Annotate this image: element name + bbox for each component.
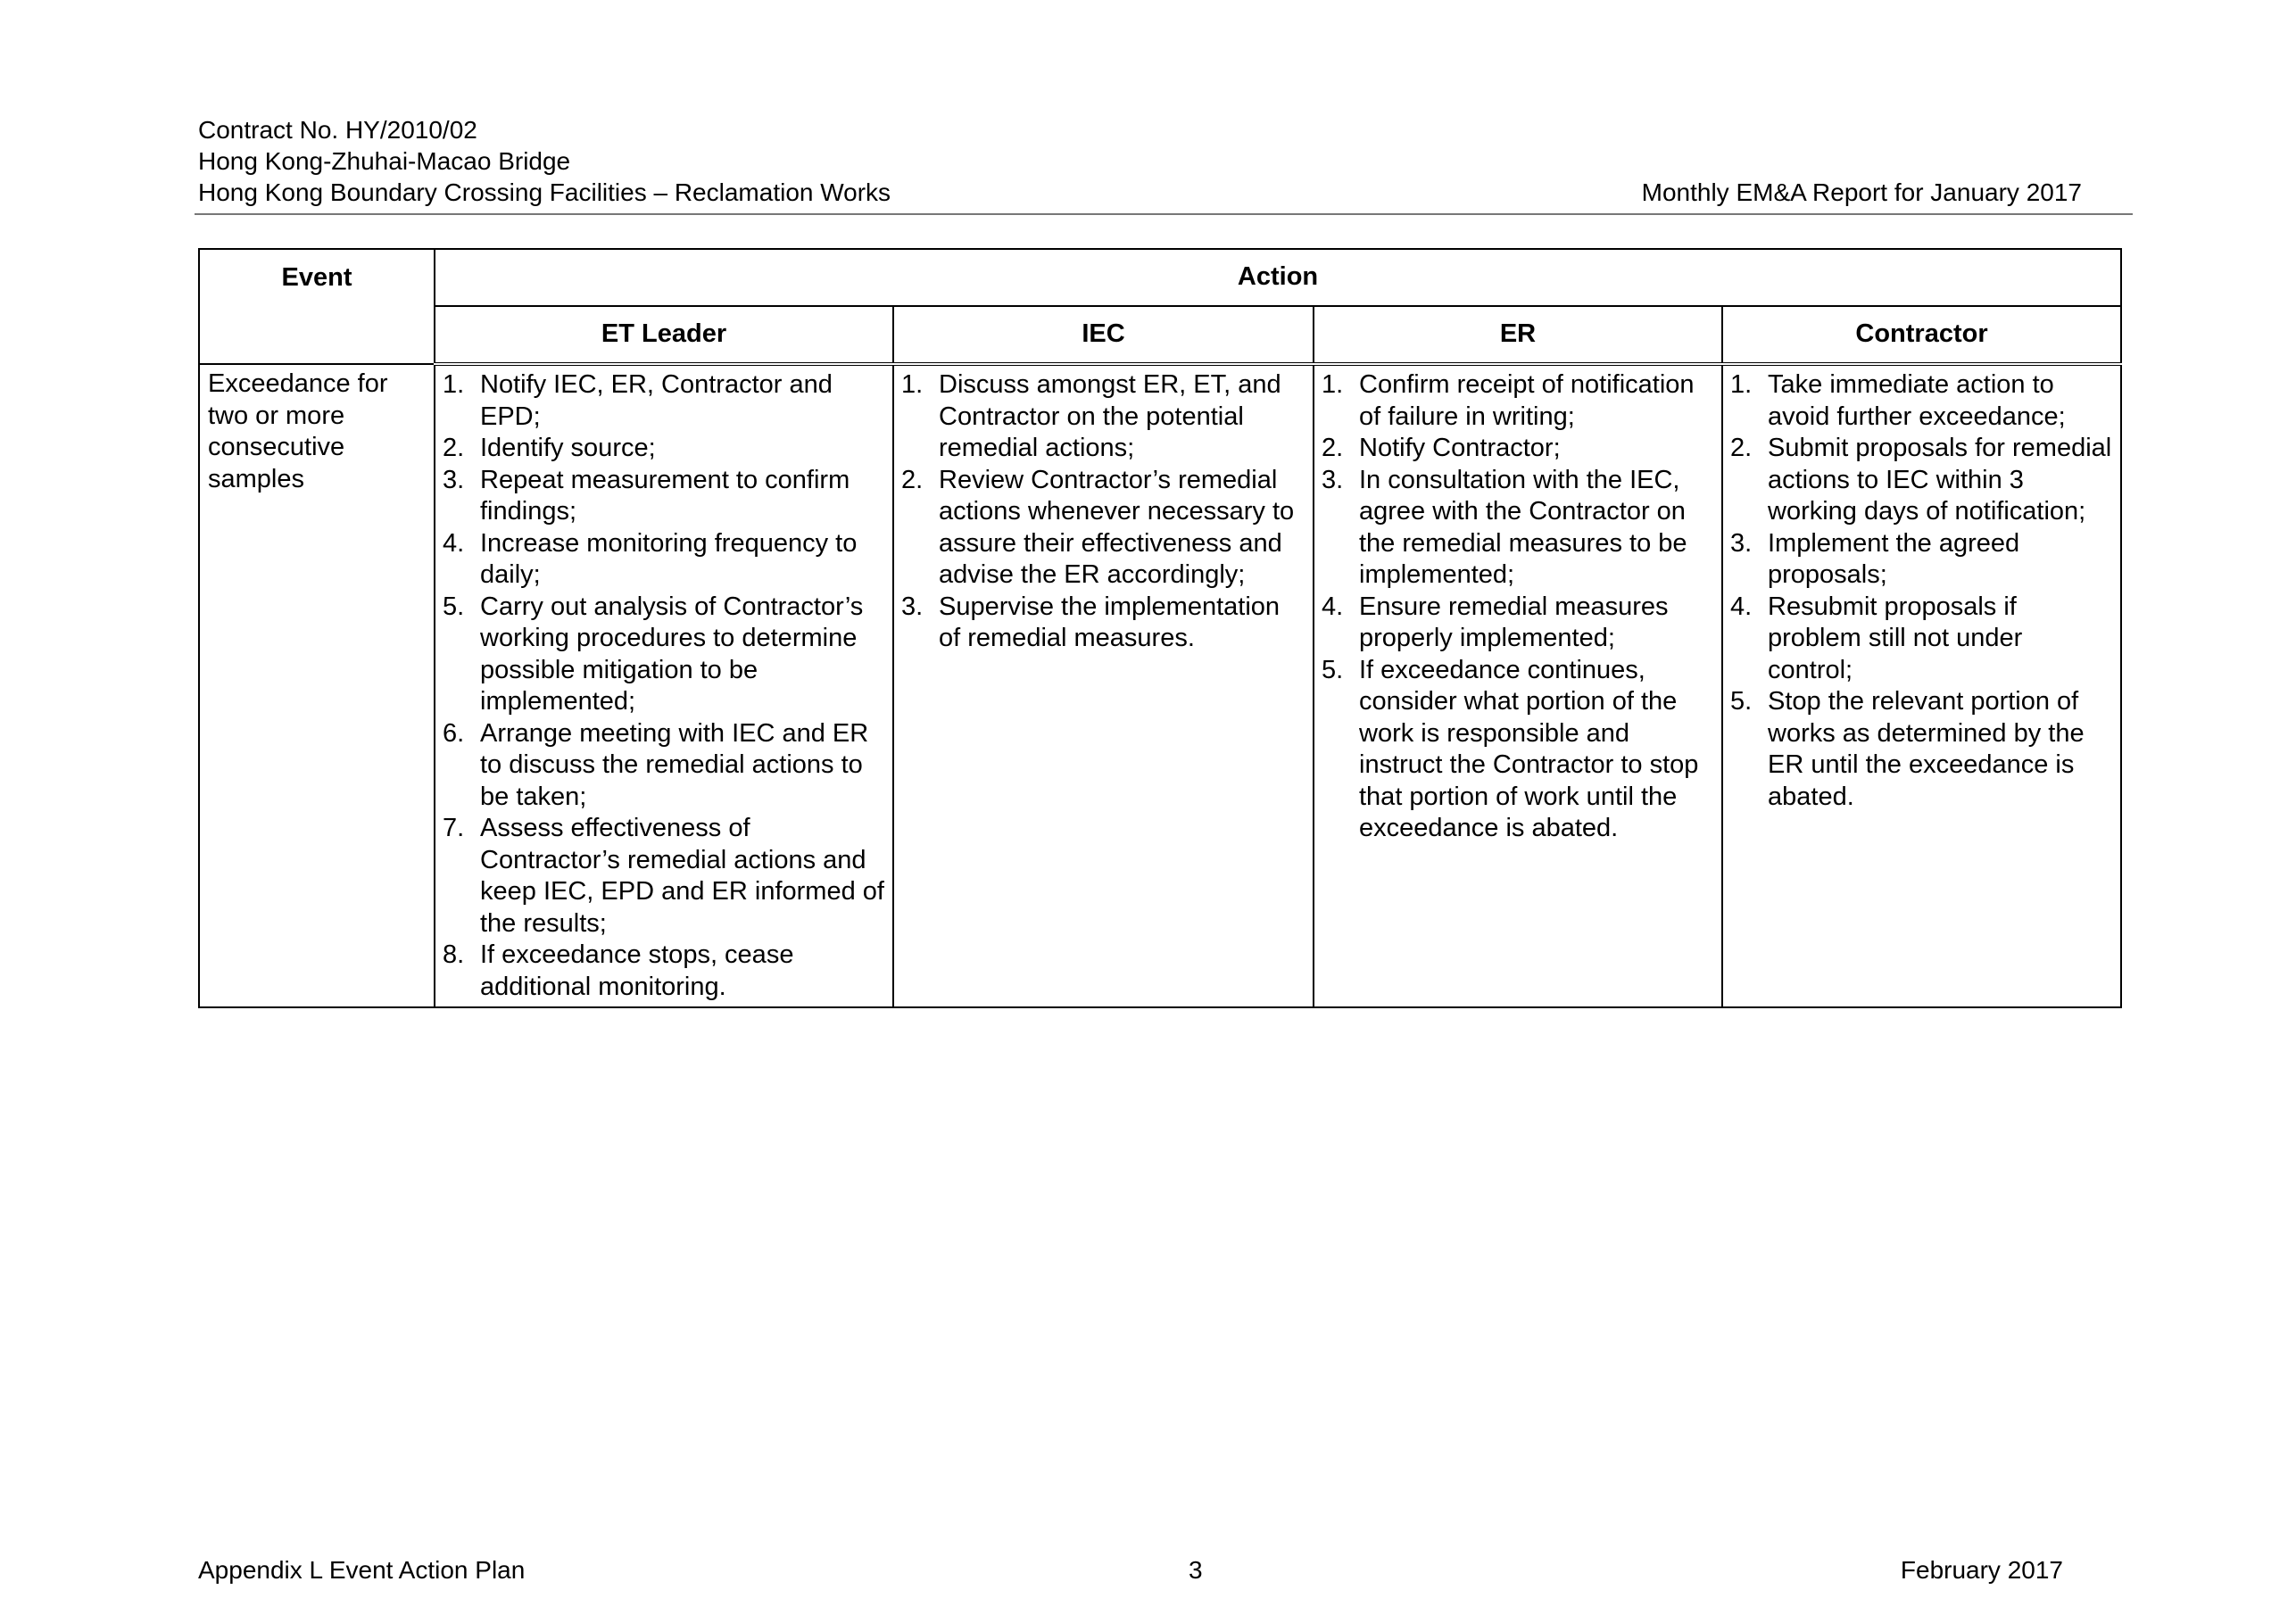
list-item [1730, 369, 2113, 433]
item-text: Repeat measurement to confirm findings; [480, 465, 850, 526]
item-text: Review Contractor’s remedial actions whenever necessary to assure their effectiveness and advise the ER accordingly; [939, 465, 1295, 589]
item-number: 1. [443, 370, 465, 399]
item-number: 7. [443, 814, 465, 842]
list-item [901, 369, 1305, 465]
item-number: 2. [1322, 434, 1344, 462]
list-item [443, 940, 885, 1003]
er-header: ER [1314, 306, 1722, 364]
list-item [443, 592, 885, 718]
item-number: 1. [1730, 370, 1753, 399]
item-text: Discuss amongst ER, ET, and Contractor on the potential remedial actions; [939, 370, 1281, 462]
event-column-header: Event [199, 249, 435, 364]
list-item [443, 528, 885, 592]
list-item [1730, 433, 2113, 528]
contractor-cell [1722, 364, 2121, 1007]
list-item [443, 465, 885, 528]
item-text: Submit proposals for remedial actions to IEC within 3 working days of notification; [1768, 434, 2112, 526]
item-text: If exceedance continues, consider what portion of the work is responsible and instruct the Contractor to stop that portion of work until the exceedance is abated. [1359, 655, 1699, 842]
et-leader-cell [435, 364, 893, 1007]
item-number: 6. [443, 718, 465, 748]
item-text: Take immediate action to avoid further exceedance; [1768, 370, 2066, 431]
item-number: 4. [1730, 592, 1753, 621]
item-number: 2. [1730, 434, 1753, 462]
item-text: Implement the agreed proposals; [1768, 528, 2020, 589]
list-item [1322, 369, 1714, 433]
item-text: Stop the relevant portion of works as determined by the ER until the exceedance is abated. [1768, 687, 2085, 811]
item-text: Supervise the implementation of remedial measures. [939, 592, 1281, 652]
item-number: 5. [1730, 687, 1753, 716]
header-row [198, 177, 2131, 208]
contractor-list [1730, 369, 2113, 813]
item-number: 2. [901, 465, 924, 494]
er-list [1322, 369, 1714, 845]
item-number: 1. [1322, 370, 1344, 399]
item-text: If exceedance stops, cease additional monitoring. [480, 940, 794, 1001]
list-item [443, 718, 885, 814]
table-header-row [199, 249, 2121, 306]
item-number: 8. [443, 940, 465, 969]
footer-date: February 2017 [1900, 1556, 2063, 1584]
works-title: Hong Kong Boundary Crossing Facilities – Reclamation Works [198, 178, 891, 206]
et-leader-header: ET Leader [435, 306, 893, 364]
item-text: Resubmit proposals if problem still not under control; [1768, 592, 2023, 684]
item-number: 5. [443, 592, 465, 621]
table-subheader-row [199, 306, 2121, 364]
list-item [901, 592, 1305, 655]
project-name: Hong Kong-Zhuhai-Macao Bridge [198, 147, 571, 175]
header-divider [195, 213, 2133, 215]
list-item [443, 433, 885, 465]
item-text: Increase monitoring frequency to daily; [480, 528, 858, 589]
item-number: 5. [1322, 655, 1344, 684]
list-item [443, 369, 885, 433]
item-number: 3. [901, 592, 924, 621]
list-item [1322, 592, 1714, 655]
event-action-table [198, 248, 2122, 1008]
iec-header: IEC [893, 306, 1314, 364]
table-row [199, 364, 2121, 1007]
et-leader-list [443, 369, 885, 1003]
list-item [1730, 592, 2113, 687]
action-column-header: Action [435, 249, 2121, 306]
contractor-header: Contractor [1722, 306, 2121, 364]
list-item [1322, 655, 1714, 845]
page-number: 3 [1189, 1556, 1203, 1584]
event-cell: Exceedance for two or more consecutive samples [199, 364, 435, 1007]
item-text: Notify Contractor; [1359, 434, 1561, 462]
report-title: Monthly EM&A Report for January 2017 [1641, 178, 2082, 206]
iec-list [901, 369, 1305, 655]
item-text: Notify IEC, ER, Contractor and EPD; [480, 370, 833, 431]
item-number: 1. [901, 370, 924, 399]
list-item [901, 465, 1305, 592]
item-text: Identify source; [480, 434, 656, 462]
item-number: 3. [443, 465, 465, 494]
list-item [1730, 528, 2113, 592]
appendix-label: Appendix L Event Action Plan [198, 1556, 526, 1584]
list-item [1730, 686, 2113, 813]
item-number: 3. [1730, 528, 1753, 558]
list-item [1322, 433, 1714, 465]
item-number: 2. [443, 434, 465, 462]
item-text: In consultation with the IEC, agree with the Contractor on the remedial measures to be implemented; [1359, 465, 1687, 589]
item-number: 4. [1322, 592, 1344, 621]
list-item [443, 813, 885, 940]
item-text: Carry out analysis of Contractor’s working procedures to determine possible mitigation to be implemented; [480, 592, 864, 716]
page-header [198, 114, 2131, 208]
item-text: Assess effectiveness of Contractor’s remedial actions and keep IEC, EPD and ER informed of the results; [480, 814, 884, 938]
item-text: Arrange meeting with IEC and ER to discuss the remedial actions to be taken; [480, 718, 869, 811]
item-number: 4. [443, 528, 465, 558]
iec-cell [893, 364, 1314, 1007]
item-number: 3. [1322, 465, 1344, 494]
contract-number: Contract No. HY/2010/02 [198, 116, 477, 144]
er-cell [1314, 364, 1722, 1007]
list-item [1322, 465, 1714, 592]
item-text: Ensure remedial measures properly implemented; [1359, 592, 1669, 652]
item-text: Confirm receipt of notification of failure in writing; [1359, 370, 1695, 431]
